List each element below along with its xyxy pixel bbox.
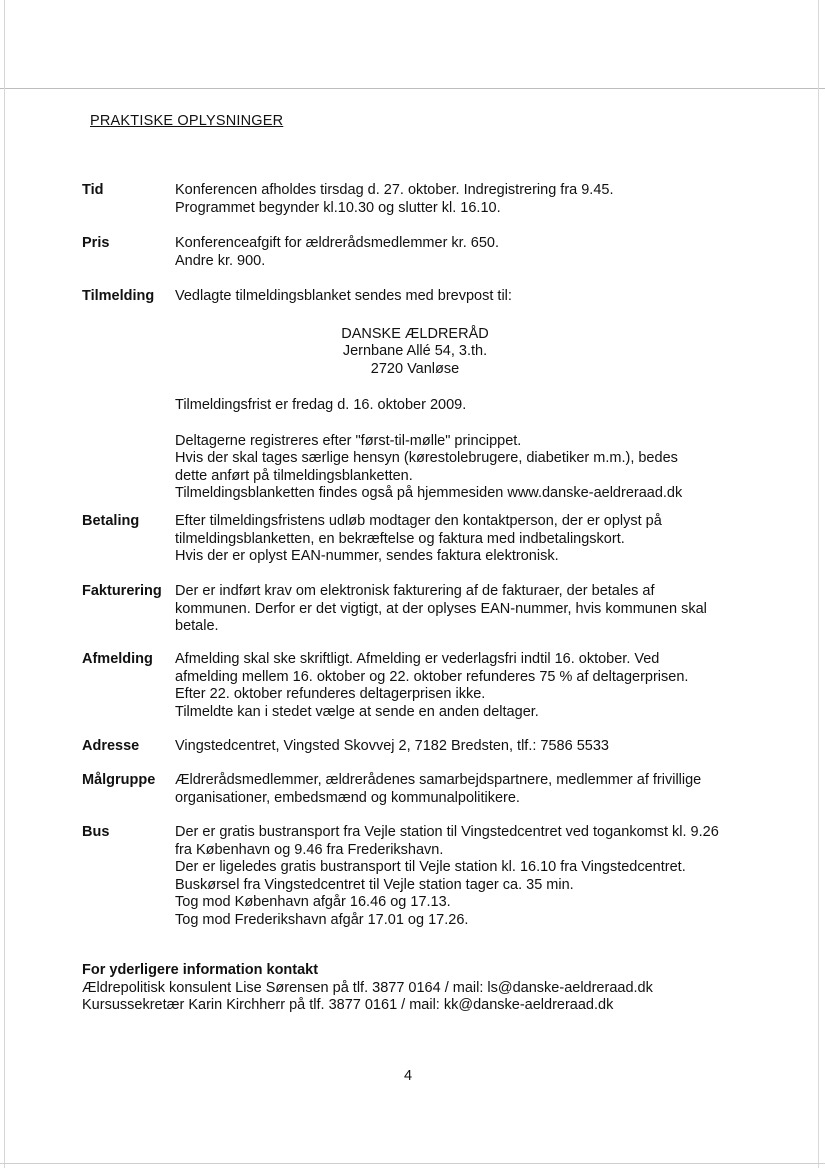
section-content-tilmelding (175, 288, 762, 503)
text-line: betale. (175, 618, 219, 634)
contact-line: Ældrepolitisk konsulent Lise Sørensen på tlf. 3877 0164 / mail: ls@danske-aeldreraad.dk (82, 979, 653, 996)
scan-border-bottom (0, 1163, 825, 1164)
section-fakturering (82, 583, 762, 636)
section-label-adresse: Adresse (82, 738, 140, 754)
section-betaling (82, 513, 762, 566)
text-line: tilmeldingsblanketten, en bekræftelse og faktura med indbetalingskort. (175, 530, 625, 547)
contact-line: Kursussekretær Karin Kirchherr på tlf. 3877 0161 / mail: kk@danske-aeldreraad.dk (82, 997, 614, 1013)
text-line: Tilmeldingsblanketten findes også på hjemmesiden www.danske-aeldreraad.dk (175, 485, 683, 501)
text-line: Deltagerne registreres efter "først-til-mølle" princippet. (175, 432, 522, 449)
registration-deadline: Tilmeldingsfrist er fredag d. 16. oktober 2009. (175, 397, 467, 413)
section-label-malgruppe: Målgruppe (82, 772, 156, 788)
text-line: dette anført på tilmeldingsblanketten. (175, 467, 413, 484)
text-line: Der er ligeledes gratis bustransport til Vejle station kl. 16.10 fra Vingstedcentret. (175, 859, 686, 875)
section-label-afmelding: Afmelding (82, 651, 153, 667)
text-line: Hvis der skal tages særlige hensyn (kørestolebrugere, diabetiker m.m.), bedes (175, 450, 678, 466)
page-number: 4 (404, 1068, 413, 1084)
page-heading: PRAKTISKE OPLYSNINGER (90, 113, 284, 129)
scan-border-top (0, 88, 825, 89)
section-content-pris (175, 235, 762, 270)
address-line: DANSKE ÆLDRERÅD (341, 325, 489, 342)
section-pris (82, 235, 762, 270)
text-line: Der er indført krav om elektronisk fakturering af de fakturaer, der betales af (175, 583, 655, 599)
text-line: Hvis der er oplyst EAN-nummer, sendes faktura elektronisk. (175, 548, 559, 564)
section-label-pris: Pris (82, 235, 110, 251)
section-content-bus (175, 824, 762, 929)
section-content-adresse (175, 738, 762, 756)
mailing-address (175, 326, 655, 379)
section-afmelding (82, 651, 762, 721)
contact-info (82, 962, 653, 1015)
text-line: Afmelding skal ske skriftligt. Afmelding er vederlagsfri indtil 16. oktober. Ved (175, 651, 660, 667)
section-bus (82, 824, 762, 929)
section-tid (82, 182, 762, 217)
scan-border-left (4, 0, 5, 1168)
text-line: Konferencen afholdes tirsdag d. 27. oktober. Indregistrering fra 9.45. (175, 182, 614, 198)
contact-title: For yderligere information kontakt (82, 962, 319, 978)
text-line: afmelding mellem 16. oktober og 22. oktober refunderes 75 % af deltagerprisen. (175, 668, 689, 685)
section-content-afmelding (175, 651, 762, 721)
text-line: Vedlagte tilmeldingsblanket sendes med brevpost til: (175, 288, 512, 304)
section-content-betaling (175, 513, 762, 566)
text-line: Tog mod Frederikshavn afgår 17.01 og 17.26. (175, 911, 469, 928)
section-label-bus: Bus (82, 824, 110, 840)
text-line: kommunen. Derfor er det vigtigt, at der oplyses EAN-nummer, hvis kommunen skal (175, 600, 707, 617)
text-line: Andre kr. 900. (175, 252, 266, 269)
address-line: Jernbane Allé 54, 3.th. (342, 343, 488, 359)
address-line: 2720 Vanløse (370, 360, 460, 377)
section-adresse (82, 738, 762, 756)
text-line: Tilmeldte kan i stedet vælge at sende en anden deltager. (175, 703, 539, 720)
text-line: fra København og 9.46 fra Frederikshavn. (175, 841, 444, 858)
section-malgruppe (82, 772, 762, 807)
text-line: Tog mod København afgår 16.46 og 17.13. (175, 894, 451, 910)
text-line: Efter 22. oktober refunderes deltagerprisen ikke. (175, 686, 486, 702)
section-content-tid (175, 182, 762, 217)
text-line: Vingstedcentret, Vingsted Skovvej 2, 7182 Bredsten, tlf.: 7586 5533 (175, 738, 609, 754)
section-label-tid: Tid (82, 182, 104, 198)
text-line: organisationer, embedsmænd og kommunalpolitikere. (175, 789, 520, 806)
text-line: Buskørsel fra Vingstedcentret til Vejle station tager ca. 35 min. (175, 876, 574, 893)
text-line: Konferenceafgift for ældrerådsmedlemmer kr. 650. (175, 235, 499, 251)
section-tilmelding (82, 288, 762, 503)
text-line: Der er gratis bustransport fra Vejle station til Vingstedcentret ved togankomst kl. 9.26 (175, 824, 719, 840)
text-line: Efter tilmeldingsfristens udløb modtager den kontaktperson, der er oplyst på (175, 513, 662, 529)
scan-border-right (818, 0, 819, 1168)
section-label-betaling: Betaling (82, 513, 140, 529)
section-label-fakturering: Fakturering (82, 583, 162, 599)
section-content-fakturering (175, 583, 762, 636)
text-line: Ældrerådsmedlemmer, ældrerådenes samarbejdspartnere, medlemmer af frivillige (175, 772, 702, 788)
section-label-tilmelding: Tilmelding (82, 288, 155, 304)
text-line: Programmet begynder kl.10.30 og slutter kl. 16.10. (175, 199, 501, 216)
registration-notes (175, 433, 762, 503)
section-content-malgruppe (175, 772, 762, 807)
